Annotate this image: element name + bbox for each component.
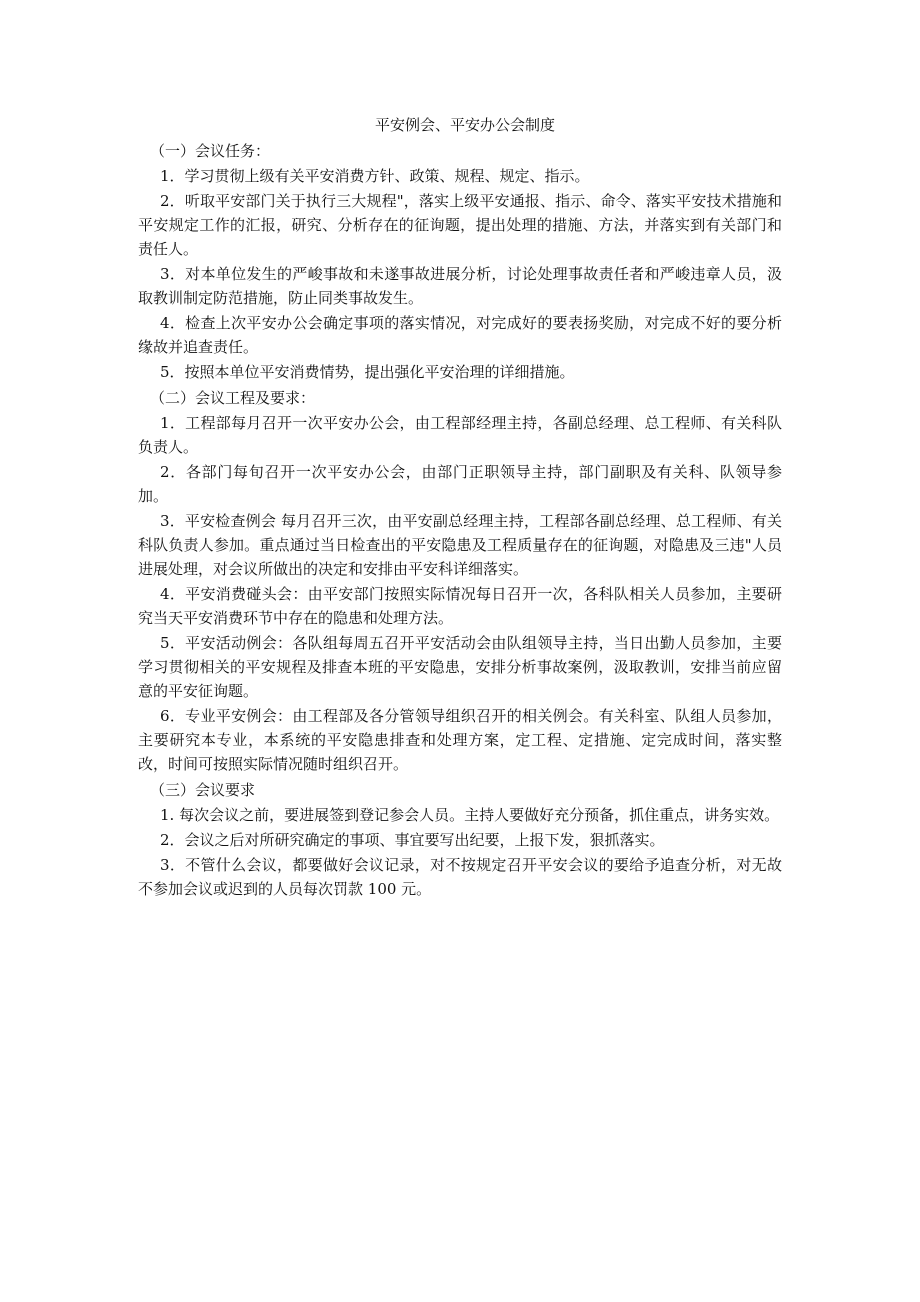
list-item: 5．平安活动例会：各队组每周五召开平安活动会由队组领导主持，当日出勤人员参加，主要学习贯彻相关的平安规程及排查本班的平安隐患，安排分析事故案例，汲取教训，安排当前应留意的平安征询题。	[138, 634, 782, 700]
list-item: 1．学习贯彻上级有关平安消费方针、政策、规程、规定、指示。	[160, 167, 590, 185]
list-item: 3．平安检查例会 每月召开三次，由平安副总经理主持，工程部各副总经理、总工程师、有关科队负责人参加。重点通过当日检查出的平安隐患及工程质量存在的征询题，对隐患及三违"人员进展处理，对会议所做出的决定和安排由平安科详细落实。	[138, 512, 782, 578]
section-heading: （二）会议工程及要求：	[150, 389, 316, 407]
list-item: 4．检查上次平安办公会确定事项的落实情况，对完成好的要表扬奖励，对完成不好的要分析缘故并追查责任。	[138, 314, 782, 356]
section-meeting-projects	[138, 385, 782, 776]
section-meeting-requirements	[138, 777, 782, 901]
list-item: 5．按照本单位平安消费情势，提出强化平安治理的详细措施。	[160, 363, 575, 381]
list-item: 1．工程部每月召开一次平安办公会，由工程部经理主持，各副总经理、总工程师、有关科队负责人。	[138, 414, 782, 456]
document-page	[138, 112, 782, 902]
list-item: 4．平安消费碰头会：由平安部门按照实际情况每日召开一次，各科队相关人员参加，主要研究当天平安消费环节中存在的隐患和处理方法。	[138, 585, 782, 627]
list-item: 2．听取平安部门关于执行三大规程"，落实上级平安通报、指示、命令、落实平安技术措施和平安规定工作的汇报，研究、分析存在的征询题，提出处理的措施、方法，并落实到有关部门和责任人。	[138, 192, 782, 258]
list-item: 1. 每次会议之前，要进展签到登记参会人员。主持人要做好充分预备，抓住重点，讲务实效。	[160, 806, 780, 824]
list-item: 2．各部门每旬召开一次平安办公会，由部门正职领导主持，部门副职及有关科、队领导参加。	[138, 463, 782, 505]
section-heading: （三）会议要求	[150, 781, 256, 799]
section-meeting-tasks	[138, 138, 782, 384]
list-item: 3．不管什么会议，都要做好会议记录，对不按规定召开平安会议的要给予追查分析，对无故不参加会议或迟到的人员每次罚款 100 元。	[138, 856, 782, 898]
list-item: 3．对本单位发生的严峻事故和未遂事故进展分析，讨论处理事故责任者和严峻违章人员，汲取教训制定防范措施，防止同类事故发生。	[138, 265, 782, 307]
document-title: 平安例会、平安办公会制度	[374, 116, 555, 134]
list-item: 2．会议之后对所研究确定的事项、事宜要写出纪要，上报下发，狠抓落实。	[160, 831, 665, 849]
list-item: 6．专业平安例会：由工程部及各分管领导组织召开的相关例会。有关科室、队组人员参加，主要研究本专业，本系统的平安隐患排查和处理方案，定工程、定措施、定完成时间，落实整改，时间可按照实际情况随时组织召开。	[138, 707, 782, 773]
section-heading: （一）会议任务：	[150, 142, 271, 160]
